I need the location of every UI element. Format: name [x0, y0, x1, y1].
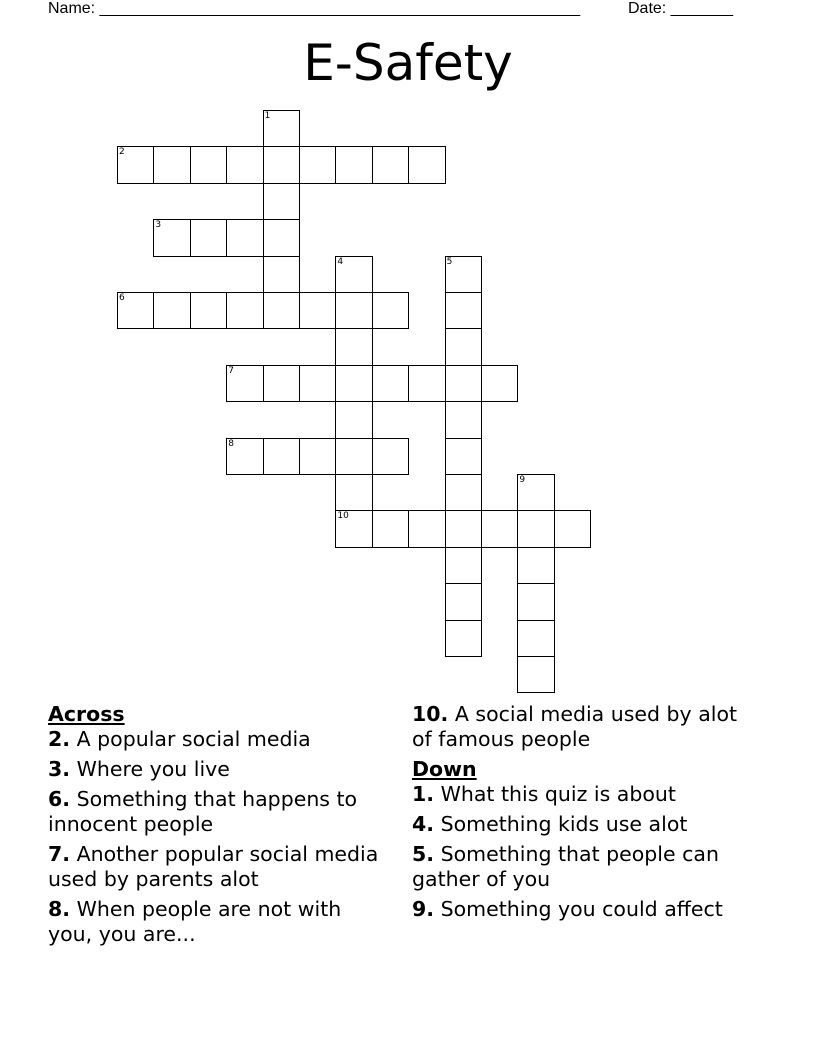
clue-number: 10 [337, 511, 349, 522]
crossword-cell[interactable] [445, 620, 482, 657]
crossword-cell[interactable] [445, 256, 482, 293]
crossword-cell[interactable] [335, 401, 372, 438]
crossword-cell[interactable] [226, 365, 263, 402]
crossword-cell[interactable] [153, 219, 190, 256]
crossword-cell[interactable] [445, 547, 482, 584]
crossword-cell[interactable] [190, 219, 227, 256]
crossword-cell[interactable] [481, 510, 518, 547]
clues-right-column [412, 702, 752, 927]
clue-down-9: 9. Something you could affect [412, 897, 723, 921]
crossword-cell[interactable] [335, 510, 372, 547]
clue-number: 4 [337, 256, 344, 267]
crossword-cell[interactable] [335, 438, 372, 475]
crossword-cell[interactable] [408, 510, 445, 547]
clue-across-2: 2. A popular social media [48, 727, 311, 751]
clue-across-6: 6. Something that happens to innocent people [48, 787, 358, 836]
clue-across-3: 3. Where you live [48, 757, 230, 781]
crossword-cell[interactable] [335, 328, 372, 365]
crossword-cell[interactable] [263, 146, 300, 183]
crossword-cell[interactable] [299, 146, 336, 183]
crossword-cell[interactable] [117, 146, 154, 183]
crossword-cell[interactable] [517, 583, 554, 620]
crossword-cell[interactable] [372, 146, 409, 183]
clue-down-4: 4. Something kids use alot [412, 812, 688, 836]
crossword-cell[interactable] [408, 365, 445, 402]
crossword-cell[interactable] [517, 620, 554, 657]
crossword-cell[interactable] [372, 365, 409, 402]
crossword-cell[interactable] [554, 510, 591, 547]
crossword-cell[interactable] [335, 365, 372, 402]
crossword-cell[interactable] [445, 365, 482, 402]
crossword-cell[interactable] [117, 292, 154, 329]
crossword-cell[interactable] [190, 146, 227, 183]
crossword-cell[interactable] [263, 219, 300, 256]
clue-number: 5 [446, 256, 453, 267]
crossword-cell[interactable] [517, 510, 554, 547]
clue-number: 1 [264, 111, 271, 121]
down-heading: Down [412, 757, 477, 781]
clue-across-10: 10. A social media used by alot of famous people [412, 702, 738, 751]
crossword-cell[interactable] [372, 510, 409, 547]
crossword-cell[interactable] [445, 510, 482, 547]
name-field-label[interactable]: Name: ______________________________________________________ [48, 0, 581, 17]
crossword-cell[interactable] [445, 401, 482, 438]
crossword-cell[interactable] [335, 474, 372, 511]
clue-number: 3 [155, 220, 162, 231]
clue-across-7: 7. Another popular social media used by parents alot [48, 842, 379, 891]
page-title: E-Safety [303, 34, 513, 92]
crossword-cell[interactable] [153, 146, 190, 183]
crossword-cell[interactable] [190, 292, 227, 329]
crossword-cell[interactable] [226, 146, 263, 183]
crossword-cell[interactable] [372, 438, 409, 475]
clue-number: 7 [228, 365, 234, 376]
clue-number: 2 [119, 147, 125, 158]
crossword-cell[interactable] [445, 474, 482, 511]
crossword-cell[interactable] [226, 292, 263, 329]
crossword-cell[interactable] [335, 146, 372, 183]
crossword-cell[interactable] [299, 438, 336, 475]
crossword-cell[interactable] [445, 292, 482, 329]
crossword-cell[interactable] [226, 219, 263, 256]
across-heading: Across [48, 702, 125, 726]
crossword-cell[interactable] [372, 292, 409, 329]
clue-down-1: 1. What this quiz is about [412, 782, 676, 806]
crossword-cell[interactable] [517, 656, 554, 693]
crossword-cell[interactable] [481, 365, 518, 402]
crossword-cell[interactable] [263, 365, 300, 402]
crossword-cell[interactable] [263, 438, 300, 475]
crossword-cell[interactable] [299, 292, 336, 329]
crossword-cell[interactable] [263, 183, 300, 220]
crossword-cell[interactable] [335, 256, 372, 293]
crossword-cell[interactable] [263, 256, 300, 293]
crossword-cell[interactable] [445, 583, 482, 620]
crossword-cell[interactable] [153, 292, 190, 329]
crossword-cell[interactable] [445, 328, 482, 365]
date-field-label[interactable]: Date: _______ [628, 0, 733, 17]
clue-across-8: 8. When people are not with you, you are... [48, 897, 342, 946]
clue-down-5: 5. Something that people can gather of you [412, 842, 719, 891]
clue-number: 6 [119, 293, 125, 303]
crossword-cell[interactable] [299, 365, 336, 402]
clues-left-column [48, 702, 388, 952]
crossword-cell[interactable] [263, 292, 300, 329]
crossword-cell[interactable] [335, 292, 372, 329]
crossword-cell[interactable] [226, 438, 263, 475]
crossword-cell[interactable] [263, 110, 300, 147]
crossword-cell[interactable] [445, 438, 482, 475]
crossword-cell[interactable] [517, 547, 554, 584]
crossword-cell[interactable] [517, 474, 554, 511]
crossword-cell[interactable] [408, 146, 445, 183]
clue-number: 9 [519, 475, 526, 485]
clue-number: 8 [228, 438, 234, 449]
